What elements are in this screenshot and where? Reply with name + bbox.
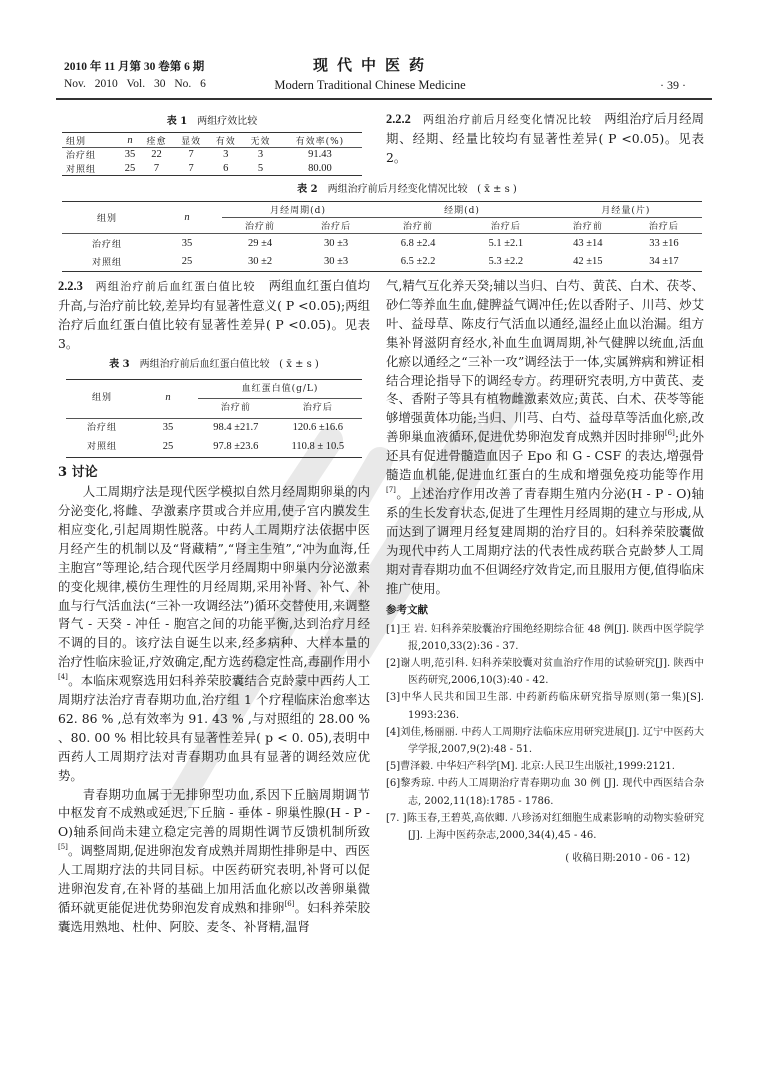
table-1-cell: 7 (188, 149, 194, 161)
table-2-subheader: 治疗前 (572, 222, 603, 232)
table-1-header: 组别 (66, 136, 87, 147)
journal-title-en: Modern Traditional Chinese Medicine (274, 78, 466, 92)
table-3-cell: 98.4 ±21.7 (213, 422, 259, 434)
citation[interactable]: [7] (386, 485, 396, 494)
table-1-cell: 治疗组 (66, 151, 97, 162)
table-2-cell: 6.5 ±2.2 (400, 256, 436, 268)
section-title: 两组治疗前后血红蛋白值比较 (95, 280, 256, 293)
table-3-subheader: 治疗后 (302, 403, 333, 414)
discussion-paragraph-1 (58, 483, 370, 786)
table-2-header: 组别 (62, 202, 152, 234)
table-1-cell: 80.00 (308, 162, 332, 174)
table-1-cell: 91.43 (308, 149, 332, 161)
journal-title-cn: 现代中医药 (312, 56, 433, 74)
table-1-cell: 25 (124, 162, 136, 174)
table-2-header: n (152, 202, 222, 234)
section-number: 2.2.3 (58, 279, 83, 293)
paragraph-text: 。妇科养荣胶囊选用熟地、杜仲、阿胶、麦冬、补肾精,温肾 (58, 900, 371, 934)
table-2-cell: 43 ±14 (573, 237, 603, 249)
table-2-subheader: 治疗后 (321, 222, 352, 232)
table-3-group-header: 血红蛋白值(g/L) (198, 379, 362, 399)
paragraph-text: 人工周期疗法是现代医学模拟自然月经周期卵巢的内分泌变化,将雌、孕激素序贯或合并应用,使子宫内膜发生相应变化,引起周期性脱落。中药人工周期疗法依据中医月经产生的机制以及“肾藏精”,“肾主生殖”,“冲为血海,任主胞宫”等理论,结合现代医学月经周期中卵巢内分泌激素的变化规律,模仿生理性的月经周期,采用补肾、补气、补血与行气活血法(“三补一攻调经法”)循环交替使用,来调整肾气 - 天癸 - 冲任 - 胞宫之间的功能平衡,达到治疗月经不调的目的。该疗法自诞生以来,经多病种、大样本量的治疗性临床验证,疗效确定,配方选药稳定性高,毒副作用小 (58, 484, 370, 670)
table-3-cell: 120.6 ±16.6 (292, 422, 344, 434)
table-2-cell: 6.8 ±2.4 (400, 237, 436, 249)
table-3-title: 两组治疗前后血红蛋白值比较 (139, 358, 270, 370)
received-date: ( 收稿日期:2010 - 06 - 12) (565, 853, 690, 865)
discussion-paragraph-3 (386, 277, 704, 598)
paragraph-text: 。调整周期,促进卵泡发育成熟并周期性排卵是中、西医人工周期疗法的共同目标。中医药研究表明,补肾可以促进卵泡发育,在补肾的基础上加用活血化瘀以改善卵巢微循环就更能促进优势卵泡发育成熟和排卵 (58, 843, 370, 915)
right-column (386, 277, 704, 867)
issue-info-en: Nov. 2010 Vol. 30 No. 6 (64, 78, 206, 90)
table-2-cell: 30 ±3 (324, 256, 349, 268)
table-3-header: n (138, 379, 198, 419)
table-1-cell: 22 (151, 149, 162, 161)
table-3-caption (58, 356, 370, 375)
table-3-subheader: 治疗前 (220, 403, 251, 414)
table-2-cell: 对照组 (91, 258, 122, 269)
table-row (62, 148, 362, 162)
references (386, 602, 704, 867)
table-2-cell: 29 ±4 (247, 237, 273, 249)
table-1-cell: 6 (223, 162, 229, 174)
table-1-header: 有效率(%) (295, 136, 345, 147)
reference-item: [2]谢人明,范引科. 妇科养荣胶囊对贫血治疗作用的试验研究[J]. 陕西中医药研究,2006,10(3):40 - 42. (386, 658, 704, 687)
page-number: · 39 · (660, 78, 686, 92)
table-2-group-header: 月经量(片) (550, 202, 702, 218)
paragraph-text: 青春期功血属于无排卵型功血,系因下丘脑周期调节中枢发育不成熟或延迟,下丘脑 - 垂体 - 卵巢性腺(H - P - O)轴系间尚未建立稳定完善的周期性调节反馈机制所致 (58, 786, 370, 840)
table-2-subheader: 治疗后 (648, 222, 679, 232)
section-number: 2.2.2 (386, 112, 411, 126)
table-1-cell: 5 (257, 162, 264, 174)
table-3-number: 表 3 (109, 358, 130, 370)
table-3-stat: ( x̄ ± s ) (279, 358, 319, 370)
table-2-number: 表 2 (297, 184, 318, 195)
table-1-cell: 3 (223, 149, 229, 161)
table-2-cell: 治疗组 (91, 239, 122, 250)
table-1-header: 显效 (181, 136, 202, 147)
table-3-cell: 对照组 (86, 442, 117, 453)
table-1-cell: 7 (153, 162, 160, 174)
table-2-cell: 35 (181, 237, 193, 249)
reference-item: [4]刘佳,杨丽丽. 中药人工周期疗法临床应用研究进展[J]. 辽宁中医药大学学报,2007,9(2):48 - 51. (386, 726, 704, 756)
table-1-cell: 3 (257, 149, 264, 161)
table-2-cell: 34 ±17 (649, 256, 679, 268)
paragraph-text: ;此外还具有促进骨髓造血因子 Epo 和 G - CSF 的表达,增强骨髓造血机能,促进血红蛋白的生成和增强免疫功能等作用 (386, 429, 704, 483)
table-1-header: n (127, 134, 133, 146)
table-3-cell: 110.8 ± 10.5 (291, 441, 345, 453)
table-2-title: 两组治疗前后月经变化情况比较 (327, 184, 468, 195)
table-2-cell: 30 ±3 (324, 237, 349, 249)
table-2-cell: 42 ±15 (573, 256, 603, 268)
table-2-caption (62, 180, 712, 195)
discussion-paragraph-2 (58, 786, 370, 937)
table-2-group-header: 月经周期(d) (222, 202, 374, 218)
table-2-cell: 5.1 ±2.1 (488, 237, 524, 249)
citation[interactable]: [6] (284, 900, 295, 908)
citation[interactable]: [5] (58, 843, 68, 852)
table-3 (58, 356, 370, 459)
table-row (66, 419, 362, 438)
table-1-header: 无效 (250, 136, 271, 147)
table-2-cell: 5.3 ±2.2 (488, 256, 524, 268)
table-2-stat: ( x̄ ± s ) (477, 184, 517, 195)
table-2-group-header: 经期(d) (374, 202, 550, 218)
reference-item: [1]王 岩. 妇科养荣胶囊治疗围绝经期综合征 48 例[J]. 陕西中医学院学报,2010,33(2):36 - 37. (386, 623, 704, 652)
table-1-cell: 35 (124, 149, 136, 161)
paragraph-text: 。上述治疗作用改善了青春期生殖内分泌(H - P - O)轴系的生长发育状态,促进了生理性月经周期的建立与形成,从而达到了调理月经复建周期的治疗目的。妇科养荣胶囊做为现代中药人工周期疗法的代表性成药联合克龄梦人工周期对青春期功血不但调经疗效肯定,而且服用方便,值得临床推广使用。 (386, 485, 704, 596)
table-2-cell: 25 (181, 256, 193, 268)
table-row (62, 234, 702, 253)
reference-item: [6]黎秀琼. 中药人工周期治疗青春期功血 30 例 [J]. 现代中西医结合杂志, 2002,11(18):1785 - 1786. (386, 778, 704, 807)
table-1-title: 两组疗效比较 (197, 116, 258, 127)
paragraph-text: 。本临床观察选用妇科养荣胶囊结合克龄蒙中西药人工周期疗法治疗青春期功血,治疗组 1 个疗程临床治愈率达 62. 86 % ,总有效率为 91. 43 % ,与对照组的 28.00 % 、80. 00 % 相比较具有显著性差异( p < 0. 05),表明中西药人工周期疗法对青春期功血具有显著的调经效应优势。 (58, 673, 370, 783)
table-1-header: 有效 (215, 136, 236, 147)
section-3-heading: 3 讨论 (58, 465, 98, 481)
table-2-subheader: 治疗前 (403, 222, 434, 232)
table-row (62, 162, 362, 176)
issue-info-cn: 2010 年 11 月第 30 卷第 6 期 (64, 61, 205, 73)
table-3-cell: 97.8 ±23.6 (213, 441, 259, 453)
table-3-header: 组别 (66, 379, 138, 419)
table-2-subheader: 治疗后 (490, 222, 521, 232)
table-3-cell: 治疗组 (86, 423, 117, 434)
section-body: 两组血红蛋白值均升高,与治疗前比较,差异均有显著性意义( P <0.05);两组治疗后血红蛋白值比较有显著性差异( P <0.05)。见表 3。 (58, 278, 370, 351)
section-2-2-2 (386, 110, 704, 168)
reference-item: [3]中华人民共和国卫生部. 中药新药临床研究指导原则(第一集)[S]. 1993:236. (386, 692, 704, 721)
table-2-cell: 30 ±2 (247, 256, 273, 268)
section-2-2-3 (58, 277, 370, 354)
references-title: 参考文献 (386, 604, 428, 617)
table-3-cell: 25 (162, 441, 174, 453)
table-1-number: 表 1 (166, 116, 188, 127)
table-row (66, 438, 362, 457)
paragraph-text: 气,精气互化养天癸;辅以当归、白芍、黄芪、白术、茯苓、砂仁等养血生血,健脾益气调冲任;佐以香附子、川芎、炒艾叶、益母草、陈皮行气活血以通经,温经止血以治漏。组方集补肾滋阴育经水,补血生血调周期,补气健脾以统血,活血化瘀以通经之“三补一攻”调经法于一体,实属辨病和辨证相结合理论指导下的调经专方。药理研究表明,方中黄芪、麦冬、香附子等具有植物雌激素效应;黄芪、白术、茯苓等能够增强黄体功能;当归、川芎、白芍、益母草等活血化瘀,改善卵巢血液循环,促进优势卵泡发育成熟并因时排卵 (386, 278, 704, 445)
table-1 (62, 112, 362, 176)
table-2-cell: 33 ±16 (649, 237, 679, 249)
citation[interactable]: [6] (664, 429, 675, 438)
reference-item: [5]曹泽毅. 中华妇产科学[M]. 北京:人民卫生出版社,1999:2121. (386, 761, 675, 773)
table-1-header: 痊愈 (146, 136, 167, 147)
reference-item: [7. ]陈玉春,王碧英,高依卿. 八珍汤对红细胞生成素影响的动物实验研究[J]. 上海中医药杂志,2000,34(4),45 - 46. (386, 812, 704, 842)
table-2 (62, 180, 712, 272)
table-2-subheader: 治疗前 (245, 222, 276, 232)
table-1-cell: 对照组 (66, 164, 97, 175)
table-1-caption (62, 112, 362, 127)
left-column (58, 277, 370, 937)
citation[interactable]: [4] (58, 673, 68, 682)
header-rule (56, 98, 712, 100)
table-1-cell: 7 (188, 162, 194, 174)
table-row (62, 253, 702, 272)
table-3-cell: 35 (162, 422, 174, 434)
section-title: 两组治疗前后月经变化情况比较 (422, 113, 593, 126)
section-body: 两组治疗后月经周期、经期、经量比较均有显著性差异( P <0.05)。见表 2。 (386, 111, 704, 165)
